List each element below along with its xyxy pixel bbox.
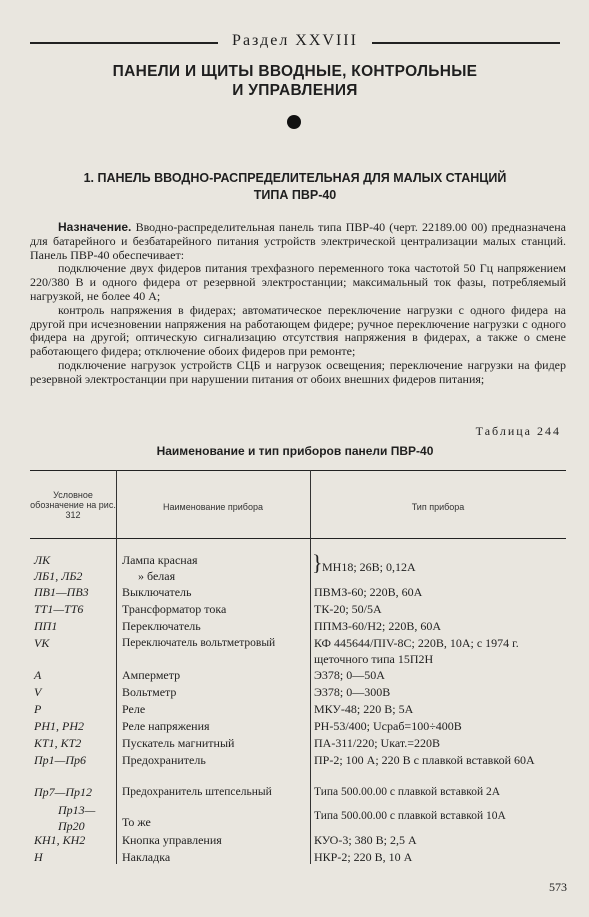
device-type: ПР-2; 100 А; 220 В с плавкой вставкой 60А: [314, 753, 535, 767]
device-type: ТК-20; 50/5А: [314, 602, 382, 616]
device-type: Типа 500.00.00 с плавкой вставкой 2А: [314, 786, 501, 798]
device-type: ПВМЗ-60; 220В, 60А: [314, 585, 423, 599]
device-name: Предохранитель штепсельный: [122, 786, 272, 798]
device-type: МН18; 26В; 0,12А: [322, 560, 416, 574]
device-code: H: [34, 850, 43, 864]
table-title: Наименование и тип приборов панели ПВР-40: [156, 444, 434, 458]
device-name: Лампа красная: [122, 553, 198, 567]
device-type: ППМЗ-60/Н2; 220В, 60А: [314, 619, 442, 633]
subsection-title-line1: 1. ПАНЕЛЬ ВВОДНО-РАСПРЕДЕЛИТЕЛЬНАЯ ДЛЯ МАЛЫХ СТАНЦИЙ: [83, 171, 507, 185]
device-name: Реле напряжения: [122, 719, 210, 733]
table-row: [30, 735, 566, 752]
device-code: ПВ1—ПВ3: [34, 585, 89, 599]
table-row: [30, 667, 566, 684]
page-number: 573: [549, 880, 567, 894]
device-code: Пр13—Пр20: [58, 803, 96, 833]
device-code: РН1, РН2: [34, 719, 84, 733]
device-type: ПА-311/220; Uкат.=220В: [314, 736, 440, 750]
section-header: [30, 32, 560, 52]
table-row: [30, 802, 566, 832]
device-code: Пр7—Пр12: [34, 785, 93, 799]
device-type: Э378; 0—50А: [314, 668, 385, 682]
paragraph-4: подключение нагрузок устройств СЦБ и нагрузок освещения; переключение нагрузки на фидер резервной электростанции при нарушении питания от обоих внешних фидеров питания;: [30, 357, 566, 386]
device-name: Кнопка управления: [122, 833, 222, 847]
device-name: Реле: [122, 702, 146, 716]
table-top-rule: [30, 470, 566, 471]
paragraph-1: [30, 221, 566, 262]
table-row: [30, 568, 566, 584]
device-type: НКР-2; 220 В, 10 А: [314, 850, 413, 864]
paragraph-3: контроль напряжения в фидерах; автоматическое переключение нагрузки с одного фидера на другой при исчезновении напряжения на работающем фидере; ручное переключение нагрузки с одного фидера на другой; оптическую сигнализацию отсутствия напряжения в фидерах, а также о смене работающего фидера; отключение обоих фидеров при ремонте;: [30, 302, 566, 359]
device-name: Выключатель: [122, 585, 192, 599]
table-number: Таблица 244: [475, 424, 561, 438]
paragraph-2: подключение двух фидеров питания трехфазного переменного тока частотой 50 Гц напряжением 220/380 В и одного фидера от резервной электростанции; максимальный ток фазы, потребляемый нагрузкой, не более 40 А;: [30, 261, 566, 303]
header-rule-right: [372, 42, 560, 44]
device-type: КУО-3; 380 В; 2,5 А: [314, 833, 417, 847]
device-code: ЛБ1, ЛБ2: [34, 569, 83, 583]
table-row: [30, 635, 566, 667]
device-code: КТ1, КТ2: [34, 736, 82, 750]
section-label: Раздел XXVIII: [232, 32, 358, 49]
brace-mark: }: [312, 550, 323, 575]
device-name: Вольтметр: [122, 685, 177, 699]
table-header-rule: [30, 538, 566, 539]
device-code: Пр1—Пр6: [34, 753, 87, 767]
device-name: Переключатель вольтметровый: [122, 637, 276, 649]
paragraph-1-text: Вводно-распределительная панель типа ПВР-40 (черт. 22189.00 00) предназначена для батарейного и безбатарейного питания устройств электрической централизации малых станций. Панель ПВР-40 обеспечивает:: [30, 220, 566, 262]
main-title-line1: ПАНЕЛИ И ЩИТЫ ВВОДНЫЕ, КОНТРОЛЬНЫЕ: [112, 63, 478, 80]
device-code: ТТ1—ТТ6: [34, 602, 84, 616]
main-title-line2: И УПРАВЛЕНИЯ: [232, 82, 358, 99]
body-text: [30, 221, 566, 387]
table-row: [30, 684, 566, 701]
table-row: [30, 601, 566, 618]
device-code: P: [34, 702, 42, 716]
device-name: Накладка: [122, 850, 171, 864]
table-row: [30, 550, 566, 575]
table-row: [30, 584, 566, 601]
device-name: Переключатель: [122, 619, 201, 633]
table-row: [30, 752, 566, 784]
subsection-title-line2: ТИПА ПВР-40: [253, 188, 337, 202]
device-name: Трансформатор тока: [122, 602, 227, 616]
table-row: [30, 784, 566, 802]
header-rule-left: [30, 42, 218, 44]
column-header-code: Условное обозначение на рис. 312: [30, 490, 116, 520]
table-row: [30, 832, 566, 849]
devices-table: [30, 470, 566, 864]
device-code: V: [34, 685, 42, 699]
table-row: [30, 718, 566, 735]
column-header-type: Тип прибора: [411, 502, 465, 512]
device-type: КФ 445644/ПIV-8С; 220В, 10А; с 1974 г. щеточного типа 15П2Н: [314, 636, 519, 666]
device-type: РН-53/400; Uсраб=100÷400В: [314, 719, 462, 733]
device-type: Э378; 0—300В: [314, 685, 391, 699]
device-code: A: [34, 668, 42, 682]
table-row: [30, 701, 566, 718]
device-type: МКУ-48; 220 В; 5А: [314, 702, 414, 716]
column-header-name: Наименование прибора: [163, 502, 263, 512]
subsection-title: [30, 170, 560, 204]
device-type: Типа 500.00.00 с плавкой вставкой 10А: [314, 810, 506, 822]
device-code: VK: [34, 636, 50, 650]
device-name: Предохранитель: [122, 753, 206, 767]
purpose-lead: Назначение.: [58, 220, 132, 234]
device-name: То же: [122, 815, 151, 829]
device-code: КН1, КН2: [34, 833, 86, 847]
bullet-ornament: [287, 115, 301, 129]
table-row: [30, 849, 566, 866]
device-name: Амперметр: [122, 668, 181, 682]
device-code: ПП1: [34, 619, 58, 633]
device-name: » белая: [138, 569, 176, 583]
table-body: [30, 552, 566, 866]
device-code: ЛК: [34, 553, 51, 567]
table-row: [30, 618, 566, 635]
device-name: Пускатель магнитный: [122, 736, 235, 750]
main-title: [30, 62, 560, 100]
